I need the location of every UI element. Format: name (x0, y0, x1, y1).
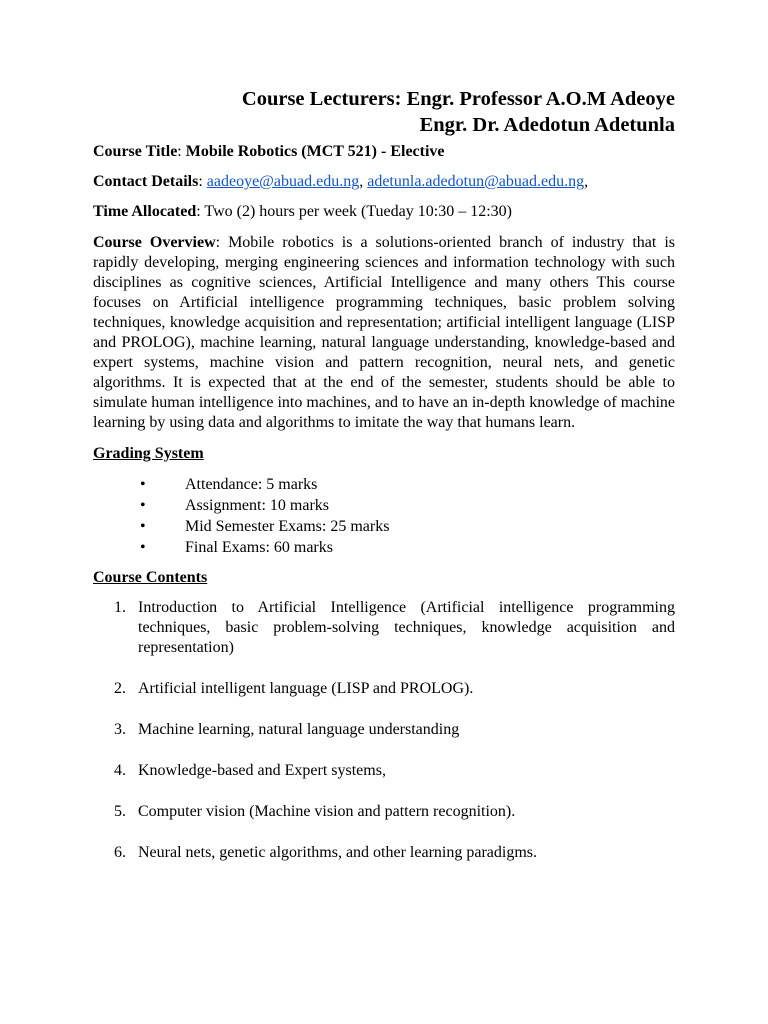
course-lecturers (93, 86, 675, 138)
list-item: 6. Neural nets, genetic algorithms, and other learning paradigms. (114, 844, 537, 861)
overview-text: Mobile robotics is a solutions-oriented branch of industry that is rapidly developing, merging engineering sciences and information technology with such disciplines as cognitive sciences, Artificial Intelligence and many others This course focuses on Artificial intelligence programming techniques, basic problem solving techniques, knowledge acquisition and representation; artificial intelligent language (LISP and PROLOG), machine learning, natural language understanding, knowledge-based and expert systems, machine vision and pattern recognition, neural nets, and genetic algorithms. It is expected that at the end of the semester, students should be able to simulate human intelligence into machines, and to have an in-depth knowledge of machine learning by using data and algorithms to imitate the way that humans learn. (93, 234, 675, 431)
time-label: Time Allocated (93, 203, 197, 220)
bullet-icon: • (140, 518, 146, 535)
course-title-line: Course Title: Mobile Robotics (MCT 521) - Elective (93, 143, 445, 160)
list-item: 4. Knowledge-based and Expert systems, (114, 762, 386, 779)
bullet-icon: • (140, 497, 146, 514)
list-item: 1. Introduction to Artificial Intelligence (Artificial intelligence programming techniques, basic problem-solving techniques, knowledge acquisition and representation) (114, 599, 675, 656)
lecturer-line-1: Course Lecturers: Engr. Professor A.O.M Adeoye (241, 88, 675, 110)
grading-item: • Assignment: 10 marks (140, 497, 329, 514)
course-contents-list (93, 598, 675, 863)
lecturer-line-2: Engr. Dr. Adedotun Adetunla (419, 114, 675, 136)
email-link-adeoye[interactable]: aadeoye@abuad.edu.ng (206, 173, 360, 190)
grading-item: • Final Exams: 60 marks (140, 539, 333, 556)
contact-details-line: Contact Details: aadeoye@abuad.edu.ng, adetunla.adedotun@abuad.edu.ng, (93, 173, 589, 190)
grading-list (93, 474, 675, 558)
course-contents-heading: Course Contents (93, 569, 208, 586)
grading-item: • Mid Semester Exams: 25 marks (140, 518, 390, 535)
bullet-icon: • (140, 539, 146, 556)
time-allocated-line: Time Allocated: Two (2) hours per week (Tueday 10:30 – 12:30) (93, 203, 512, 220)
time-value: Two (2) hours per week (Tueday 10:30 – 12:30) (204, 203, 512, 220)
grading-system-heading: Grading System (93, 445, 204, 462)
bullet-icon: • (140, 476, 146, 493)
email-link-adetunla[interactable]: adetunla.adedotun@abuad.edu.ng (367, 173, 585, 190)
list-item: 5. Computer vision (Machine vision and pattern recognition). (114, 803, 516, 820)
course-title-label: Course Title (93, 143, 178, 160)
list-item: 2. Artificial intelligent language (LISP and PROLOG). (114, 680, 474, 697)
course-overview-paragraph: Course Overview: Mobile robotics is a solutions-oriented branch of industry that is rapidly developing, merging engineering sciences and information technology with such disciplines as cognitive sciences, Artificial Intelligence and many others This course focuses on Artificial intelligence programming techniques, basic problem solving techniques, knowledge acquisition and representation; artificial intelligent language (LISP and PROLOG), machine learning, natural language understanding, knowledge-based and expert systems, machine vision and pattern recognition, neural nets, and genetic algorithms. It is expected that at the end of the semester, students should be able to simulate human intelligence into machines, and to have an in-depth knowledge of machine learning by using data and algorithms to imitate the way that humans learn. (93, 234, 675, 431)
overview-label: Course Overview (93, 234, 216, 251)
course-title-value: Mobile Robotics (MCT 521) - Elective (185, 143, 445, 160)
grading-item: • Attendance: 5 marks (140, 476, 318, 493)
list-item: 3. Machine learning, natural language understanding (114, 721, 460, 738)
contact-label: Contact Details (93, 173, 199, 190)
